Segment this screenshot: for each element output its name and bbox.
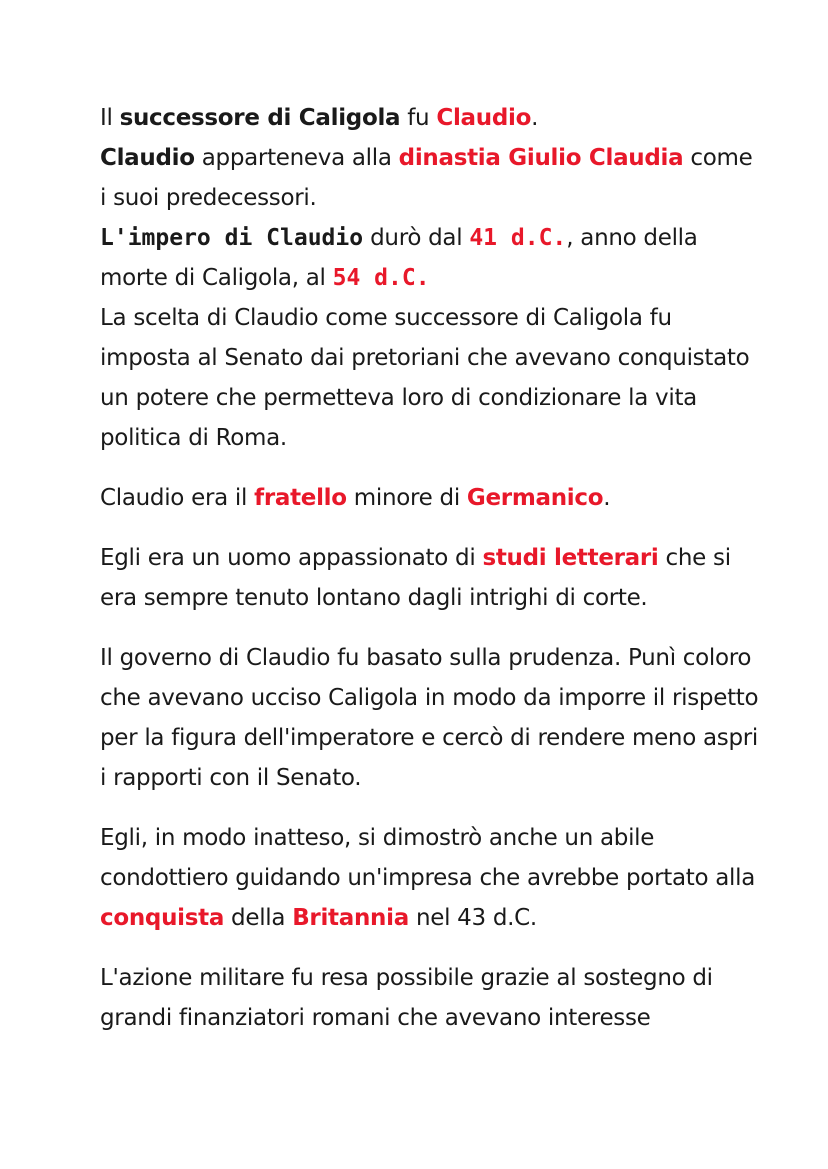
text-segment: Il governo di Claudio fu basato sulla prudenza. Punì coloro che avevano ucciso Caligola in modo da imporre il rispetto per la figura dell'imperatore e cercò di rendere meno aspri i rapporti con il Senato. [100, 645, 759, 791]
highlight-dinastia: dinastia Giulio Claudia [398, 145, 684, 171]
highlight-studi-letterari: studi letterari [482, 545, 659, 571]
text-segment: durò dal [363, 225, 470, 251]
text-segment: Claudio era il [100, 485, 255, 511]
highlight-fratello: fratello [254, 485, 347, 511]
document-page [100, 98, 760, 1038]
highlight-conquista: conquista [100, 905, 225, 931]
text-segment: nel 43 d.C. [408, 905, 537, 931]
text-segment: , anno della morte di Caligola, al [100, 225, 698, 291]
text-segment: Egli, in modo inatteso, si dimostrò anche un abile condottiero guidando un'impresa che avrebbe portato alla [100, 825, 756, 891]
text-segment: . [603, 485, 611, 511]
highlight-54-dc: 54 d.C. [332, 265, 430, 291]
keyword-successore: successore di Caligola [119, 105, 401, 131]
text-segment: fu [400, 105, 437, 131]
text-segment: della [224, 905, 293, 931]
keyword-claudio: Claudio [100, 145, 195, 171]
text-segment: apparteneva alla [194, 145, 399, 171]
highlight-41-dc: 41 d.C. [469, 225, 567, 251]
highlight-claudio: Claudio [436, 105, 532, 131]
text-segment: . [531, 105, 539, 131]
text-segment: L'azione militare fu resa possibile grazie al sostegno di grandi finanziatori romani che avevano interesse [100, 965, 713, 1031]
text-segment: La scelta di Claudio come successore di Caligola fu imposta al Senato dai pretoriani che avevano conquistato un potere che permetteva loro di condizionare la vita politica di Roma. [100, 305, 750, 451]
paragraph-fratello [100, 478, 760, 518]
text-segment: come i suoi predecessori. [100, 145, 753, 211]
text-segment: che si era sempre tenuto lontano dagli intrighi di corte. [100, 545, 731, 611]
paragraph-intro [100, 98, 760, 458]
text-segment: Egli era un uomo appassionato di [100, 545, 483, 571]
paragraph-studi [100, 538, 760, 618]
highlight-britannia: Britannia [292, 905, 409, 931]
paragraph-azione-militare [100, 958, 760, 1038]
keyword-impero: L'impero di Claudio [100, 225, 364, 251]
highlight-germanico: Germanico [466, 485, 604, 511]
paragraph-britannia [100, 818, 760, 938]
text-segment: Il [100, 105, 120, 131]
paragraph-governo [100, 638, 760, 798]
text-segment: minore di [346, 485, 467, 511]
